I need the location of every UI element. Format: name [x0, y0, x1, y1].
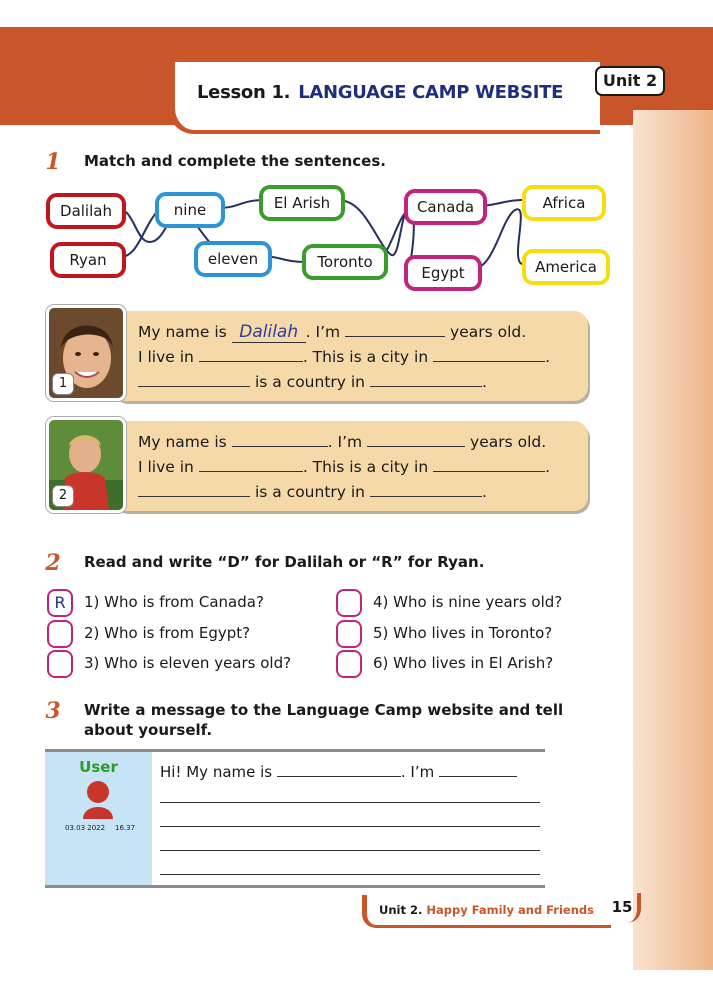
word-dalilah: Dalilah: [46, 193, 126, 229]
sentence-card-2: [112, 421, 588, 511]
message-line[interactable]: [160, 802, 540, 803]
card-2-line-3: [138, 482, 487, 501]
sentence-card-1: [112, 311, 588, 401]
word-canada: Canada: [404, 189, 487, 225]
word-toronto: Toronto: [302, 244, 388, 280]
exercise-1-number: 1: [45, 149, 61, 175]
answer-box[interactable]: [47, 620, 73, 648]
unit-tag: Unit 2: [595, 66, 665, 96]
question-1: 1) Who is from Canada?: [84, 593, 264, 611]
blank-field[interactable]: [439, 762, 517, 777]
card-1-line-2: [138, 347, 550, 366]
card-text: is a country in: [254, 483, 366, 501]
blank-field[interactable]: [345, 322, 445, 337]
word-africa: Africa: [522, 185, 606, 221]
word-america: America: [522, 249, 610, 285]
lesson-label: Lesson 1.: [197, 82, 291, 103]
question-4: 4) Who is nine years old?: [373, 593, 563, 611]
blank-field[interactable]: [370, 372, 482, 387]
exercise-2-instruction: Read and write “D” for Dalilah or “R” for Ryan.: [84, 553, 485, 571]
blank-field[interactable]: [433, 347, 545, 362]
exercise-1-instruction: Match and complete the sentences.: [84, 152, 386, 170]
footer-text: [379, 903, 594, 917]
answer-box[interactable]: [336, 650, 362, 678]
post-time: 16.37: [115, 824, 136, 832]
page-footer: [362, 895, 611, 928]
lesson-name: LANGUAGE CAMP WEBSITE: [298, 82, 564, 103]
word-eleven: eleven: [194, 241, 272, 277]
answer-dalilah: Dalilah: [232, 322, 306, 343]
card-text: .: [545, 458, 551, 476]
card-2-line-1: [138, 432, 546, 451]
photo-ryan: [46, 417, 126, 513]
answer-box[interactable]: [336, 589, 362, 617]
card-text: My name is: [138, 433, 227, 451]
blank-field[interactable]: [199, 457, 303, 472]
answer-box[interactable]: R: [47, 589, 73, 617]
photo-dalilah: [46, 305, 126, 401]
blank-field[interactable]: [277, 762, 401, 777]
page-number: 15: [607, 893, 641, 923]
card-text: I live in: [138, 458, 194, 476]
card-text: I live in: [138, 348, 194, 366]
card-text: .: [481, 373, 487, 391]
blank-field[interactable]: [199, 347, 303, 362]
exercise-3-number: 3: [45, 698, 61, 724]
card-text: years old.: [450, 323, 527, 341]
match-line: [218, 200, 265, 208]
card-2-line-2: [138, 457, 550, 476]
blank-field[interactable]: [138, 372, 250, 387]
card-text: . I’m: [327, 433, 363, 451]
question-5: 5) Who lives in Toronto?: [373, 624, 553, 642]
word-ryan: Ryan: [50, 242, 126, 278]
answer-box[interactable]: [336, 620, 362, 648]
exercise-2-number: 2: [45, 550, 61, 576]
footer-unit-label: Unit 2.: [379, 903, 423, 917]
card-1-line-1: [138, 322, 526, 343]
user-label: User: [79, 758, 118, 776]
lesson-title: [197, 82, 563, 103]
photo-number: 1: [52, 373, 74, 395]
card-1-line-3: [138, 372, 487, 391]
blank-field[interactable]: [370, 482, 482, 497]
card-text: .: [545, 348, 551, 366]
card-text: is a country in: [254, 373, 366, 391]
card-text: . This is a city in: [302, 458, 429, 476]
user-avatar-icon: [81, 779, 115, 819]
post-date: 03.03 2022: [65, 824, 106, 832]
blank-field[interactable]: [232, 432, 328, 447]
card-text: years old.: [470, 433, 547, 451]
exercise-3-instruction-line-1: Write a message to the Language Camp website and tell: [84, 701, 564, 719]
message-form: [45, 749, 545, 888]
message-greeting: [160, 762, 517, 781]
footer-unit-title: Happy Family and Friends: [426, 903, 594, 917]
greeting-text: . I’m: [400, 763, 435, 781]
question-6: 6) Who lives in El Arish?: [373, 654, 554, 672]
user-panel: [45, 752, 152, 885]
blank-field[interactable]: [138, 482, 250, 497]
lesson-header: [168, 62, 600, 134]
card-text: My name is: [138, 323, 227, 341]
question-2: 2) Who is from Egypt?: [84, 624, 251, 642]
greeting-text: Hi! My name is: [160, 763, 273, 781]
message-line[interactable]: [160, 850, 540, 851]
blank-field[interactable]: [433, 457, 545, 472]
card-text: . I’m: [305, 323, 341, 341]
word-egypt: Egypt: [404, 255, 482, 291]
exercise-3-instruction-line-2: about yourself.: [84, 721, 213, 739]
question-3: 3) Who is eleven years old?: [84, 654, 292, 672]
answer-box[interactable]: [47, 650, 73, 678]
card-text: . This is a city in: [302, 348, 429, 366]
card-text: .: [481, 483, 487, 501]
message-line[interactable]: [160, 874, 540, 875]
word-el-arish: El Arish: [259, 185, 345, 221]
photo-number: 2: [52, 485, 74, 507]
blank-field[interactable]: [367, 432, 465, 447]
message-line[interactable]: [160, 826, 540, 827]
word-nine: nine: [155, 192, 225, 228]
